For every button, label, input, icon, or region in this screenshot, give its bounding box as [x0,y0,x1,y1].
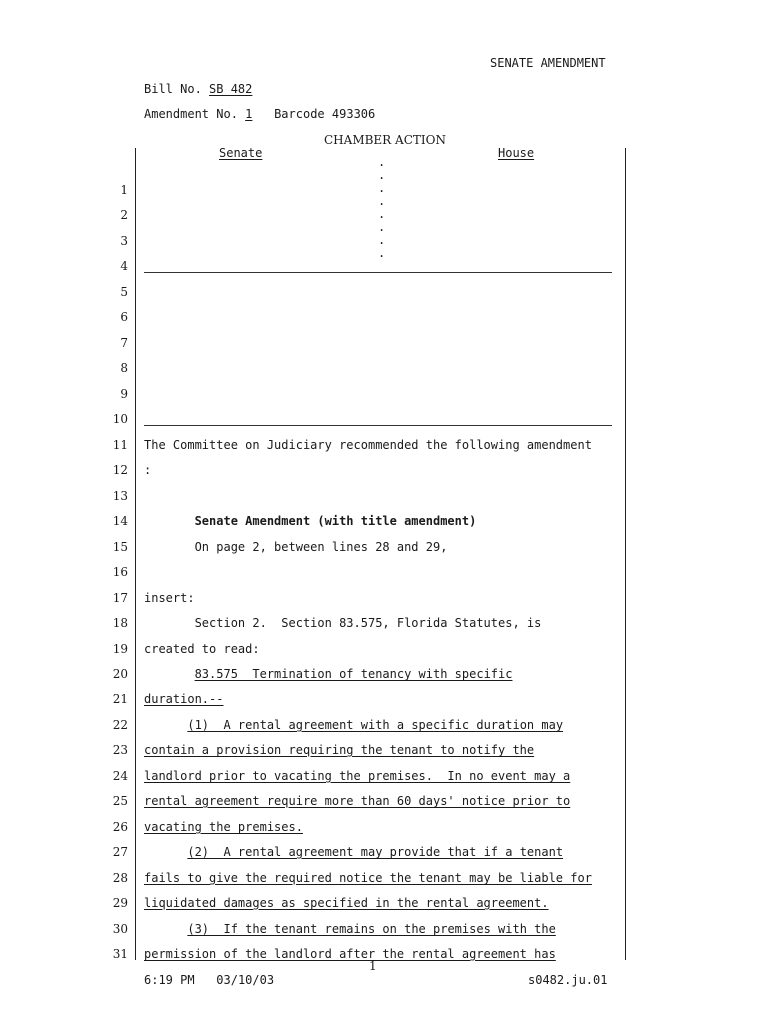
line-number: 4 [120,259,128,273]
amendment-label: Amendment No. [144,107,238,121]
footer-time: 6:19 PM [144,973,195,987]
line-number: 7 [120,336,128,350]
line-text: Senate Amendment (with title amendment) [144,514,477,528]
line-number: 3 [120,234,128,248]
line-text: duration.-- [144,692,224,706]
amendment-number: 1 [245,107,253,121]
underlined-text: (1) A rental agreement with a specific duration may [187,718,564,732]
line-text: vacating the premises. [144,820,303,834]
chamber-divider [144,272,612,273]
line-number: 28 [112,871,128,885]
line-text: : [144,463,152,477]
line-text [144,718,563,732]
line-number: 11 [112,438,128,452]
line-number: 17 [112,591,128,605]
bill-number: SB 482 [209,82,253,96]
line-text [144,667,512,681]
line-text: created to read: [144,642,260,656]
bill-line [144,82,252,96]
line-number: 18 [112,616,128,630]
line-text: landlord prior to vacating the premises. In no event may a [144,769,571,783]
line-number: 27 [112,845,128,859]
line-number: 25 [112,794,128,808]
line-number: 10 [112,412,128,426]
chamber-dot: . [378,155,386,169]
page-number: 1 [369,959,377,973]
line-number: 16 [112,565,128,579]
house-label: House [498,146,535,160]
line-number: 13 [112,489,128,503]
line-number: 29 [112,896,128,910]
amendment-line [144,107,375,121]
line-text [144,845,563,859]
line-number: 31 [112,947,128,961]
underlined-text: (2) A rental agreement may provide that if a tenant [187,845,564,859]
line-number: 5 [120,285,128,299]
line-number: 22 [112,718,128,732]
line-number: 26 [112,820,128,834]
line-number: 21 [112,692,128,706]
line-text: insert: [144,591,195,605]
line-number: 12 [112,463,128,477]
barcode-label: Barcode [274,107,325,121]
underlined-text: (3) If the tenant remains on the premises with the [187,922,556,936]
chamber-dot: . [378,233,386,247]
line-number: 24 [112,769,128,783]
line-number: 30 [112,922,128,936]
chamber-dot: . [378,181,386,195]
chamber-dot: . [378,194,386,208]
barcode-value: 493306 [331,107,376,121]
line-text: On page 2, between lines 28 and 29, [144,540,448,554]
underlined-text: 83.575 Termination of tenancy with specific [194,667,513,681]
line-number: 9 [120,387,128,401]
line-text: contain a provision requiring the tenant to notify the [144,743,535,757]
line-number: 14 [112,514,128,528]
line-text: permission of the landlord after the rental agreement has [144,947,556,961]
line-number: 15 [112,540,128,554]
line-number: 1 [120,183,128,197]
footer-doc-id: s0482.ju.01 [528,973,608,987]
line-number: 23 [112,743,128,757]
line-text: Section 2. Section 83.575, Florida Statutes, is [144,616,542,630]
chamber-dot: . [378,168,386,182]
right-margin-rule [625,148,626,960]
senate-label: Senate [219,146,263,160]
chamber-dot: . [378,246,386,260]
document-title: SENATE AMENDMENT [490,56,606,70]
line-text: liquidated damages as specified in the rental agreement. [144,896,549,910]
bill-label: Bill No. [144,82,202,96]
line-number: 19 [112,642,128,656]
line-text [144,922,556,936]
chamber-action-title: CHAMBER ACTION [324,133,446,147]
line-number: 2 [120,208,128,222]
line-text: rental agreement require more than 60 days' notice prior to [144,794,571,808]
chamber-divider [144,425,612,426]
left-margin-rule [135,148,136,960]
line-number: 8 [120,361,128,375]
footer-timestamp [144,973,274,987]
chamber-dot: . [378,220,386,234]
line-text: fails to give the required notice the tenant may be liable for [144,871,592,885]
footer-date: 03/10/03 [216,973,275,987]
line-text: The Committee on Judiciary recommended the following amendment [144,438,592,452]
line-number: 6 [120,310,128,324]
line-number: 20 [112,667,128,681]
chamber-dot: . [378,207,386,221]
